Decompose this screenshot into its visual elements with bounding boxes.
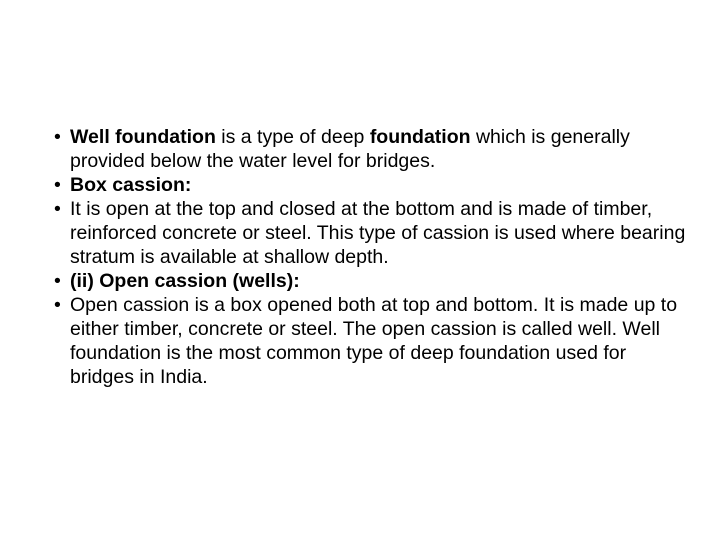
bullet-item bbox=[54, 125, 694, 173]
bullet-item bbox=[54, 173, 694, 197]
bullet-text-segment: is a type of deep bbox=[215, 126, 370, 148]
bullet-item bbox=[54, 293, 694, 389]
bullet-dot: • bbox=[54, 174, 61, 196]
bullet-text-segment: (ii) Open cassion (wells): bbox=[70, 270, 300, 292]
bullet-item bbox=[54, 269, 694, 293]
bullet-text-segment: It is open at the top and closed at the bottom and is made of timber, reinforced concrete or steel. This type of cassion is used where bearing stratum is available at shallow depth. bbox=[70, 198, 686, 268]
bullet-text-segment: foundation bbox=[369, 126, 471, 148]
bullet-text-segment: Open cassion is a box opened both at top and bottom. It is made up to either timber, concrete or steel. The open cassion is called well. Well foundation is the most common type of deep foundation used for bridges in India. bbox=[70, 294, 678, 388]
bullet-dot: • bbox=[54, 198, 61, 220]
bullet-dot: • bbox=[54, 270, 61, 292]
bullet-text-segment: Box cassion: bbox=[70, 174, 192, 196]
bullet-dot: • bbox=[54, 126, 61, 148]
bullet-dot: • bbox=[54, 294, 61, 316]
bullet-item bbox=[54, 197, 694, 269]
bullet-list bbox=[54, 125, 694, 389]
bullet-text-segment: which is generally provided below the water level for bridges. bbox=[70, 126, 630, 172]
bullet-text-segment: Well foundation bbox=[70, 126, 216, 148]
